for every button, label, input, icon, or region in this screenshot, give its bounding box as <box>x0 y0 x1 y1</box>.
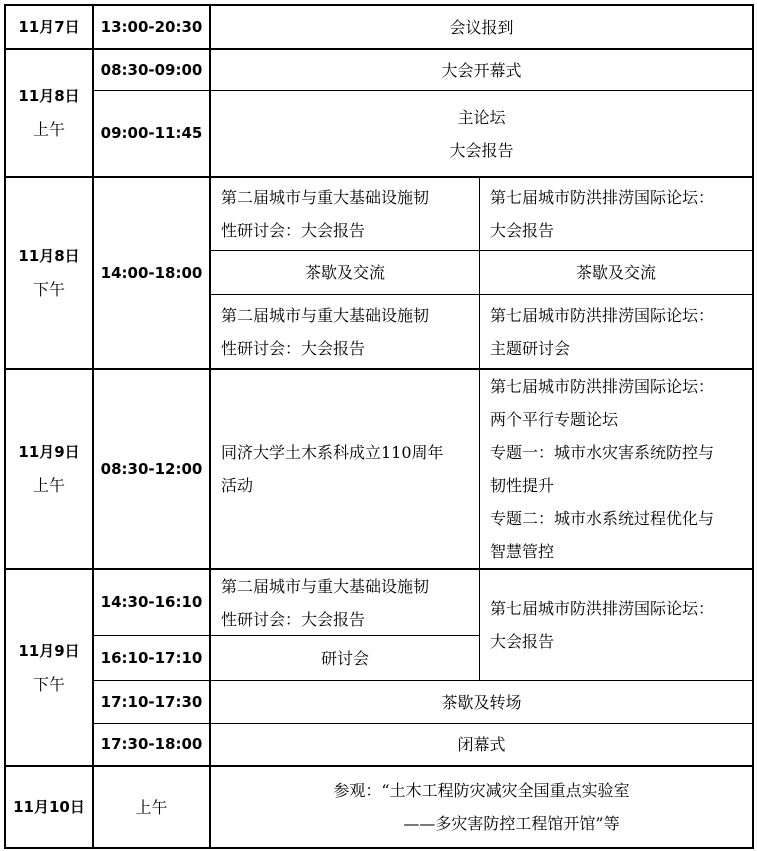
time-cell: 08:30-09:00 <box>100 60 203 79</box>
period-label: 下午 <box>32 280 65 299</box>
date-cell <box>6 50 92 176</box>
time-cell: 17:30-18:00 <box>100 735 203 753</box>
event-cell: 研讨会 <box>320 648 369 668</box>
event-line: 同济大学土木系科成立110周年 <box>221 443 444 462</box>
date-label: 11月9日 <box>18 641 80 660</box>
date-cell <box>6 178 92 368</box>
date-cell: 11月10日 <box>13 797 85 816</box>
period-label: 下午 <box>32 674 65 694</box>
time-cell: 14:30-16:10 <box>100 593 203 611</box>
event-cell <box>211 370 479 568</box>
event-line: 第七届城市防洪排涝国际论坛： <box>490 599 715 618</box>
date-label: 11月9日 <box>18 443 80 461</box>
time-cell: 13:00-20:30 <box>100 17 203 36</box>
time-cell: 08:30-12:00 <box>100 459 203 478</box>
event-cell: 茶歇及转场 <box>441 692 522 712</box>
event-cell: 茶歇及交流 <box>575 263 656 282</box>
event-cell <box>211 178 479 250</box>
rule <box>4 847 754 849</box>
time-cell: 16:10-17:10 <box>100 648 203 667</box>
event-line: 大会报告 <box>490 221 555 240</box>
time-cell: 上午 <box>135 797 168 817</box>
event-cell <box>480 178 752 250</box>
event-line: 第七届城市防洪排涝国际论坛： <box>490 305 715 325</box>
time-cell: 14:00-18:00 <box>100 263 203 282</box>
event-line: 活动 <box>221 476 254 495</box>
event-line: 主题研讨会 <box>490 338 571 358</box>
date-cell <box>6 570 92 765</box>
event-cell <box>480 370 752 568</box>
event-cell <box>211 570 479 635</box>
event-line: 韧性提升 <box>490 476 555 495</box>
event-cell: 会议报到 <box>449 17 514 37</box>
event-line: 大会报告 <box>490 632 555 651</box>
event-cell <box>211 91 752 176</box>
event-cell: 大会开幕式 <box>441 60 522 80</box>
date-label: 11月8日 <box>18 87 80 105</box>
event-line: 主论坛 <box>457 107 506 127</box>
event-line: 两个平行专题论坛 <box>490 410 619 429</box>
event-line: 智慧管控 <box>490 542 555 561</box>
event-cell <box>480 570 752 680</box>
event-line: 性研讨会：大会报告 <box>221 338 366 358</box>
event-cell: 茶歇及交流 <box>304 263 385 282</box>
event-line: 参观：“土木工程防灾减灾全国重点实验室 <box>333 781 630 800</box>
event-line: 专题一：城市水灾害系统防控与 <box>490 443 715 462</box>
event-line: ——多灾害防控工程馆开馆”等 <box>403 814 620 833</box>
date-label: 11月8日 <box>18 247 80 265</box>
event-cell <box>211 295 479 368</box>
period-label: 上午 <box>32 120 65 139</box>
event-cell <box>211 767 752 847</box>
event-line: 专题二：城市水系统过程优化与 <box>490 509 715 528</box>
event-line: 第七届城市防洪排涝国际论坛： <box>490 188 715 207</box>
time-cell: 17:10-17:30 <box>100 692 203 711</box>
event-line: 性研讨会：大会报告 <box>221 609 366 629</box>
time-cell: 09:00-11:45 <box>100 124 203 142</box>
event-cell: 闭幕式 <box>457 735 506 754</box>
date-cell: 11月7日 <box>18 17 80 36</box>
event-line: 第二届城市与重大基础设施韧 <box>221 305 430 325</box>
date-cell <box>6 370 92 568</box>
event-line: 大会报告 <box>449 140 514 160</box>
event-line: 性研讨会：大会报告 <box>221 221 366 240</box>
event-line: 第二届城市与重大基础设施韧 <box>221 576 430 596</box>
event-line: 第二届城市与重大基础设施韧 <box>221 188 430 207</box>
event-line: 第七届城市防洪排涝国际论坛： <box>490 377 715 396</box>
event-cell <box>480 295 752 368</box>
period-label: 上午 <box>32 476 65 495</box>
rule <box>752 4 754 849</box>
